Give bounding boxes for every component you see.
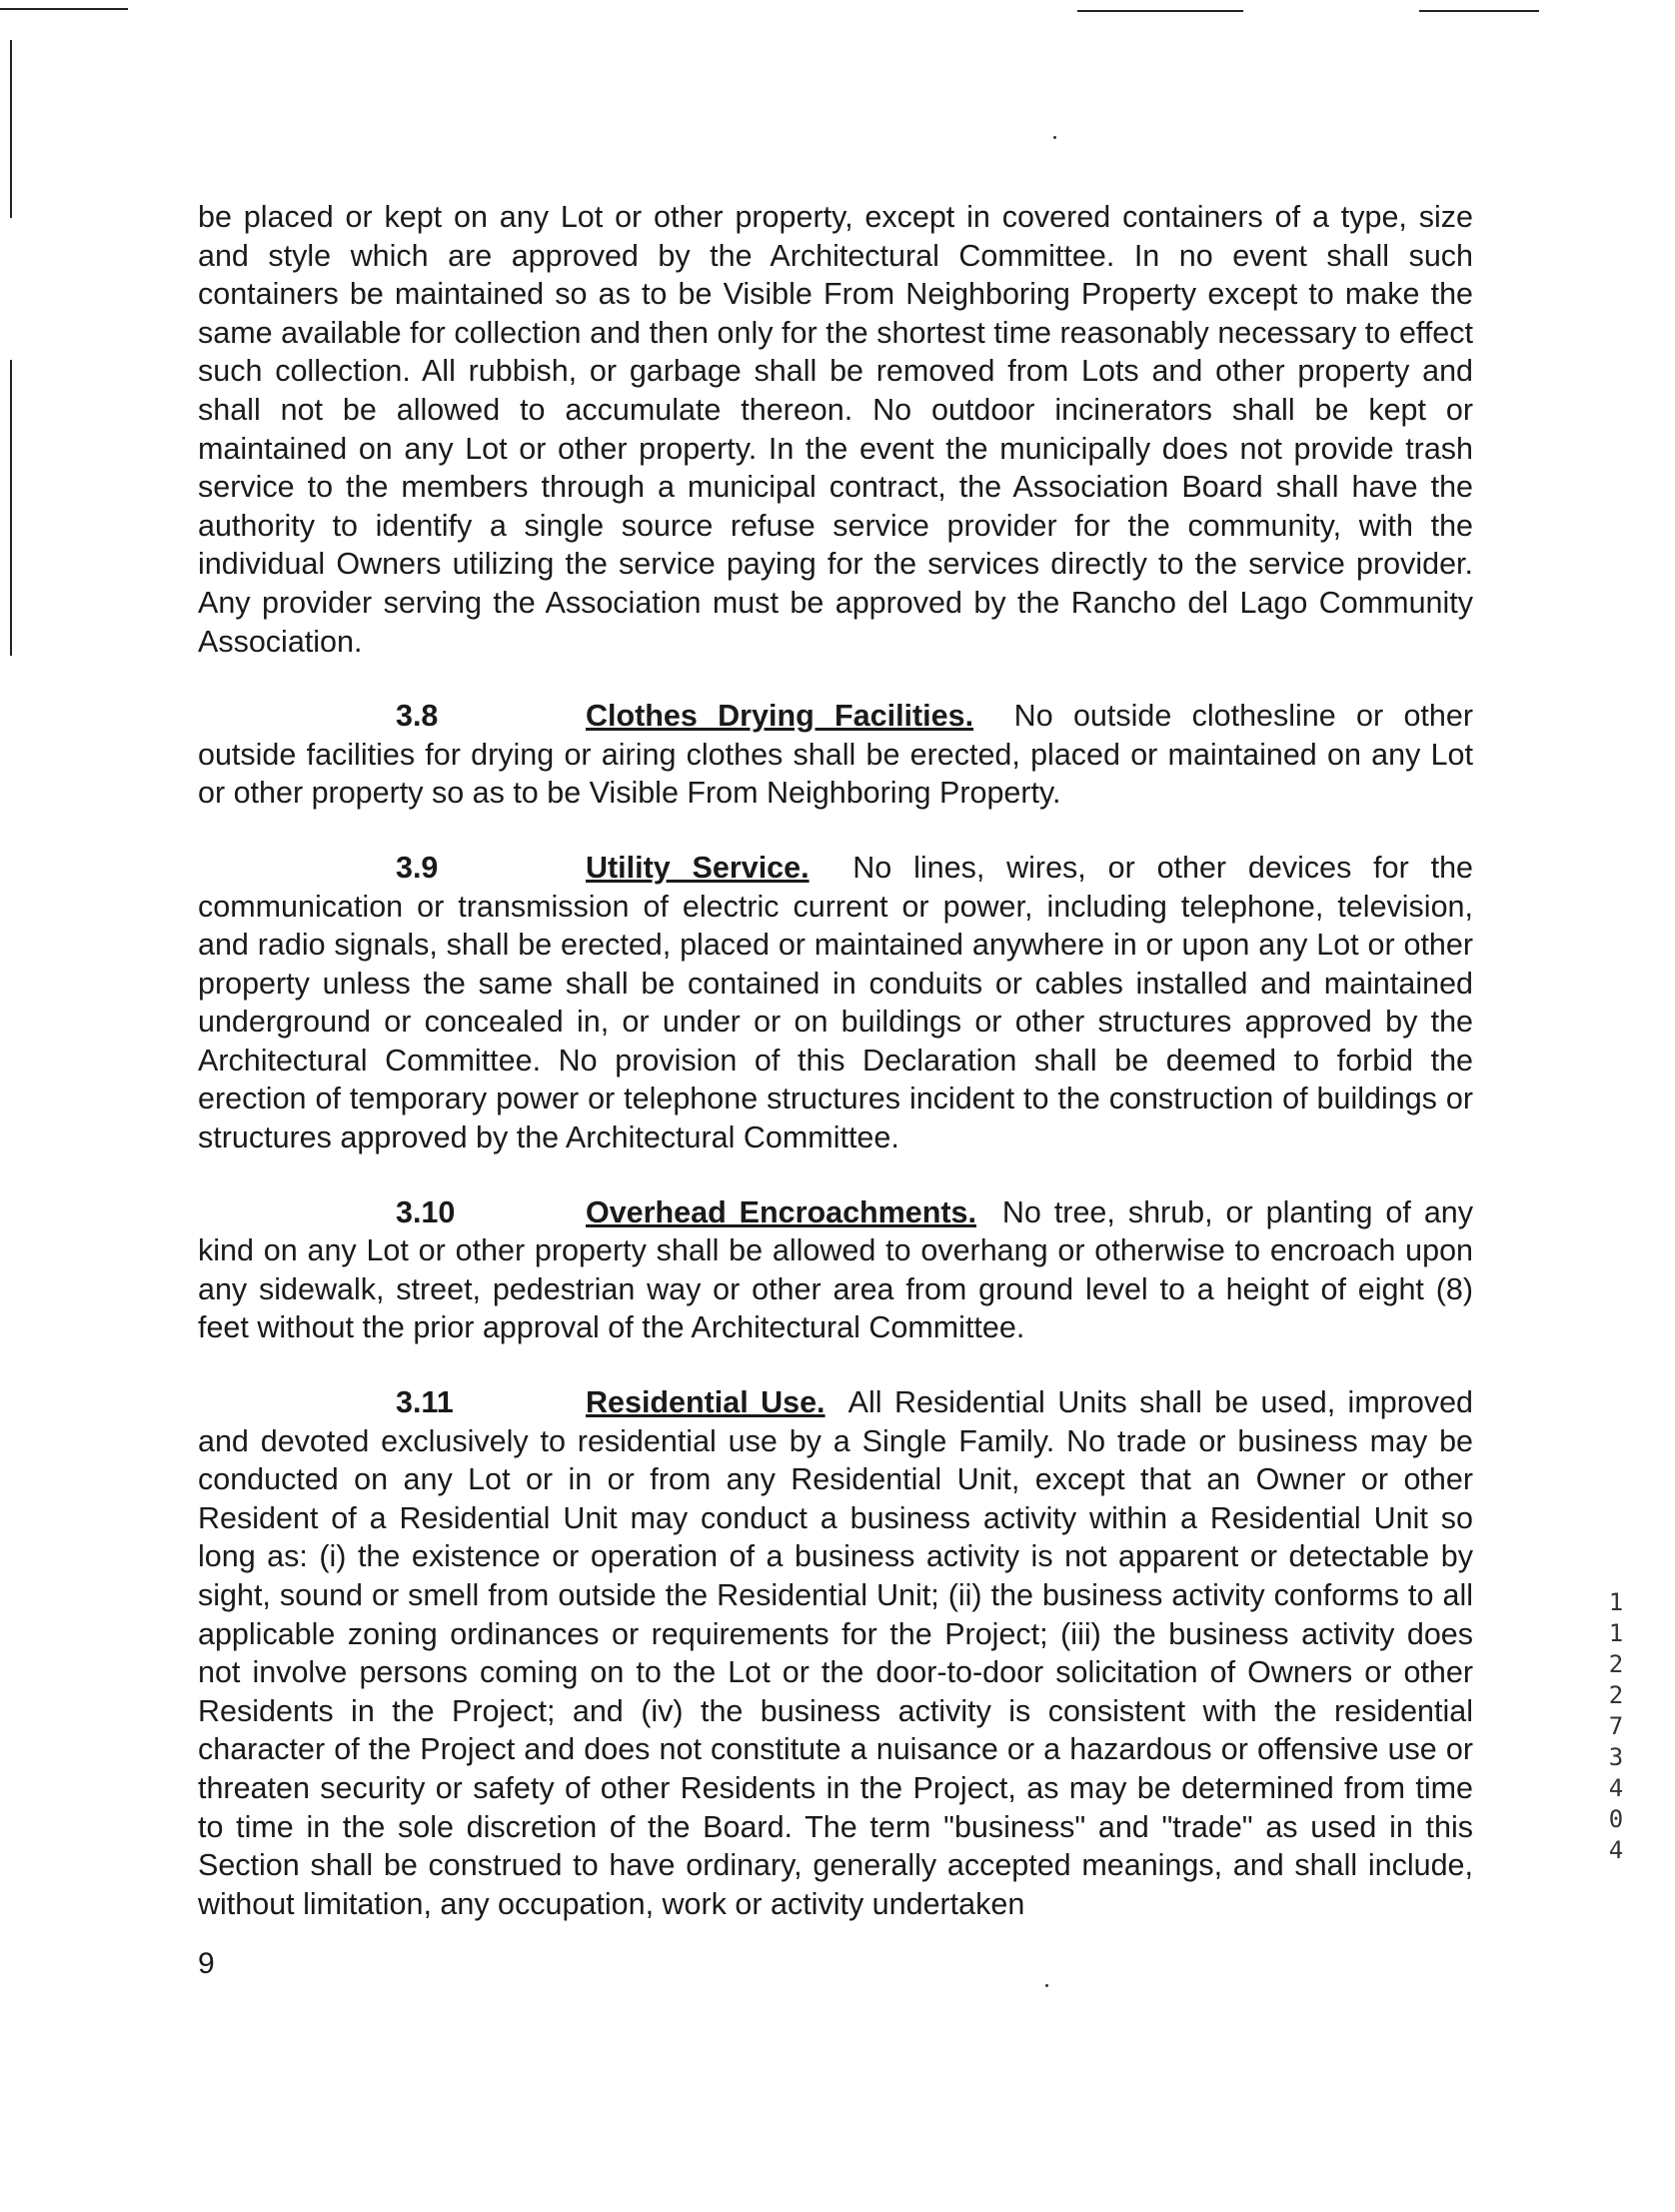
section-body: No outside clothesline or other outside facilities for drying or airing clothes shall be erected, placed or maintained on any Lot or other property so as to be Visible From Neighboring Property. xyxy=(198,699,1473,811)
section-3-10 xyxy=(198,1193,1473,1347)
document-body xyxy=(198,198,1473,1923)
scan-dot-bottom xyxy=(1045,1984,1048,1987)
scan-line-left-2 xyxy=(10,360,12,656)
section-title: Residential Use. xyxy=(586,1385,826,1420)
scan-dot-top xyxy=(1053,136,1056,139)
scan-line-top-center xyxy=(1077,10,1243,12)
scan-line-top-left xyxy=(0,8,128,10)
section-number: 3.11 xyxy=(396,1385,454,1420)
section-number: 3.9 xyxy=(396,850,439,885)
section-3-9 xyxy=(198,849,1473,1157)
section-title: Overhead Encroachments. xyxy=(586,1194,976,1229)
section-3-11 xyxy=(198,1383,1473,1923)
section-title: Clothes Drying Facilities. xyxy=(586,699,974,734)
section-body: No lines, wires, or other devices for the communication or transmission of electric current or power, including telephone, television, and radio signals, shall be erected, placed or maintained anywhere in or upon any Lot or other property unless the same shall be contained in conduits or cables installed and maintained underground or concealed in, or under or on buildings or other structures approved by the Architectural Committee. No provision of this Declaration shall be deemed to forbid the erection of temporary power or telephone structures incident to the construction of buildings or structures approved by the Architectural Committee. xyxy=(198,850,1474,1155)
section-body: No tree, shrub, or planting of any kind on any Lot or other property shall be allowed to overhang or otherwise to encroach upon any sidewalk, street, pedestrian way or other area from ground level to a height of eight (8) feet without the prior approval of the Architectural Committee. xyxy=(198,1194,1473,1345)
continuation-paragraph: be placed or kept on any Lot or other property, except in covered containers of a type, size and style which are approved by the Architectural Committee. In no event shall such containers be maintained so as to be Visible From Neighboring Property except to make the same available for collection and then only for the shortest time reasonably necessary to effect such collection. All rubbish, or garbage shall be removed from Lots and other property and shall not be allowed to accumulate thereon. No outdoor incinerators shall be kept or maintained on any Lot or other property. In the event the municipally does not provide trash service to the members through a municipal contract, the Association Board shall have the authority to identify a single source refuse service provider for the community, with the individual Owners utilizing the service paying for the services directly to the service provider. Any provider serving the Association must be approved by the Rancho del Lago Community Association. xyxy=(198,200,1473,659)
section-number: 3.8 xyxy=(396,699,439,734)
section-3-8 xyxy=(198,697,1473,813)
section-number: 3.10 xyxy=(396,1194,456,1229)
scan-line-top-right xyxy=(1419,10,1539,12)
section-body: All Residential Units shall be used, improved and devoted exclusively to residential use by a Single Family. No trade or business may be conducted on any Lot or in or from any Residential Unit, except that an Owner or other Resident of a Residential Unit may conduct a business activity within a Residential Unit so long as: (i) the existence or operation of a business activity is not apparent or detectable by sight, sound or smell from outside the Residential Unit; (ii) the business activity conforms to all applicable zoning ordinances or requirements for the Project; (iii) the business activity does not involve persons coming on to the Lot or the door-to-door solicitation of Owners or other Residents in the Project; and (iv) the business activity is consistent with the residential character of the Project and does not constitute a nuisance or a hazardous or offensive use or threaten security or safety of other Residents in the Project, as may be determined from time to time in the sole discretion of the Board. The term "business" and "trade" as used in this Section shall be construed to have ordinary, generally accepted meanings, and shall include, without limitation, any occupation, work or activity undertaken xyxy=(198,1385,1474,1921)
scan-line-left-1 xyxy=(10,40,12,218)
page-number: 9 xyxy=(198,1947,215,1980)
recording-number-stamp: 11227 3404 xyxy=(1608,1588,1624,1864)
section-title: Utility Service. xyxy=(586,850,810,885)
